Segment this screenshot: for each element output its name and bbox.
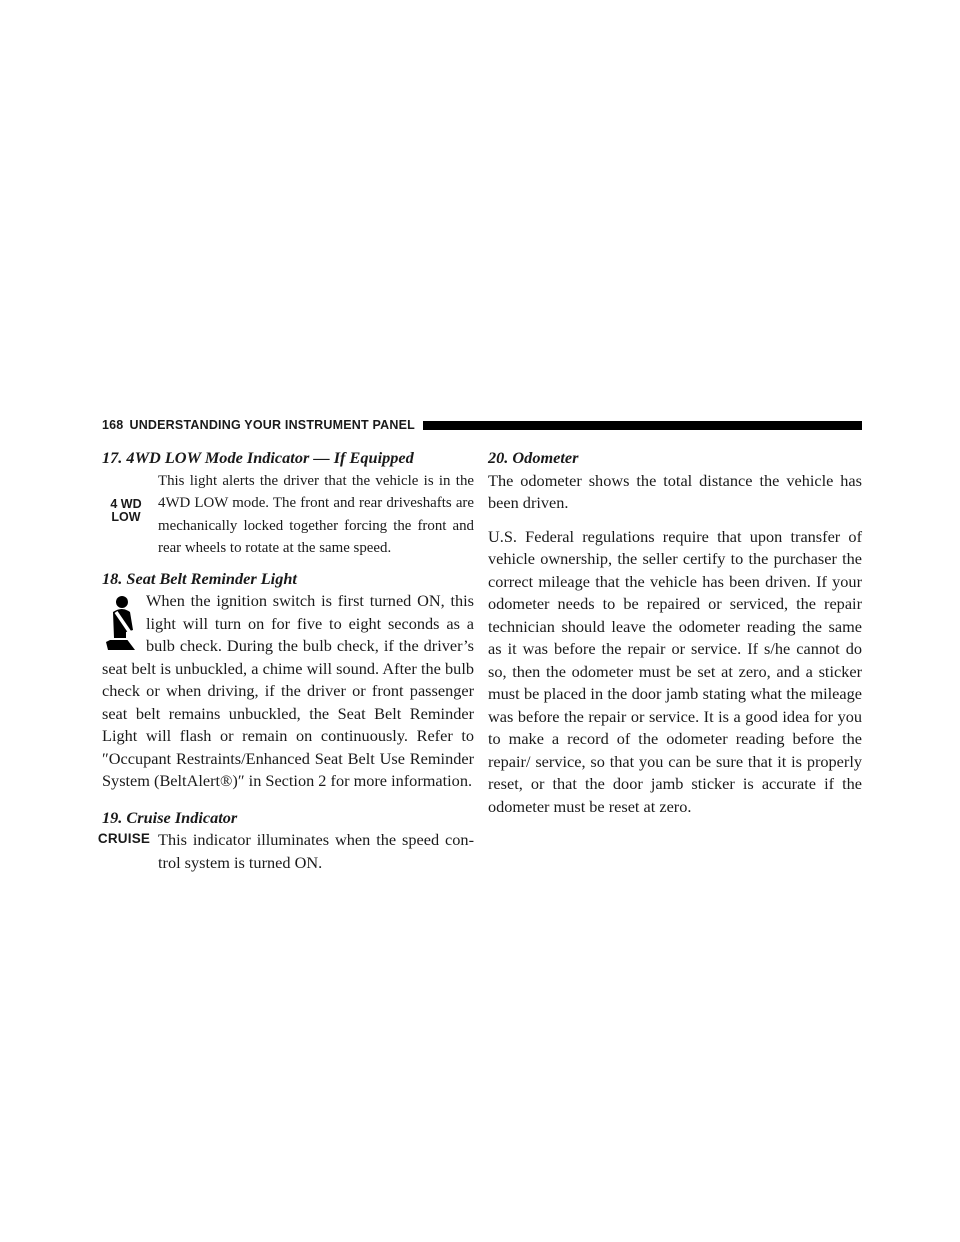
4wd-low-icon (104, 498, 148, 524)
right-column (488, 447, 862, 829)
paragraph: U.S. Federal regulations require that upon transfer of vehicle ownership, the seller certify to the purchaser the correct mileage that the vehicle has been driven. If your odometer needs to be repaired or serviced, the repair technician should leave the odometer reading the same as it was before the repair or service. If s/he cannot do so, then the odometer must be set at zero, and a sticker must be placed in the door jamb stating what the mileage was before the repair or service. It is a good idea for you to make a record of the odometer reading before the repair/ service, so that you can be sure that it is properly reset, or that the door jamb sticker is accurate if the odometer must be reset at zero. (488, 526, 862, 816)
item-heading: 18. Seat Belt Reminder Light (102, 568, 297, 588)
cruise-icon: CRUISE (97, 831, 151, 846)
icon-label-line1: 4 WD (110, 496, 142, 511)
item-cruise (97, 807, 474, 875)
item-description: When the ignition switch is first turned ON, this light will turn on for five to eight seconds as a bulb check. During the bulb check, if the driver’s seat belt is unbuckled, a chime will sound. After the bulb check or when driving, if the driver or front passenger seat belt remains unbuckled, the Seat Belt Reminder Light will flash or remain on continuously. Refer to ″Occupant Restraints/Enhanced Seat Belt Use Reminder System (BeltAlert®)″ in Section 2 for more information. (102, 591, 474, 790)
item-heading: 17. 4WD LOW Mode Indicator — If Equipped (102, 448, 414, 467)
item-body (102, 590, 474, 793)
section-title: UNDERSTANDING YOUR INSTRUMENT PANEL (129, 418, 415, 432)
item-seat-belt (102, 568, 474, 793)
item-heading: 19. Cruise Indicator (102, 807, 238, 827)
item-body (102, 470, 474, 560)
paragraph: The odometer shows the total distance the vehicle has been driven. (488, 470, 862, 512)
item-description: This light alerts the driver that the vehicle is in the 4WD LOW mode. The front and rear driveshafts are mechanically locked together forcing the front and rear wheels to rotate at the same speed. (158, 472, 474, 556)
left-column (97, 447, 474, 882)
icon-label-line2: LOW (111, 509, 141, 524)
page-number: 168 (102, 418, 124, 432)
item-heading: 20. Odometer (488, 448, 579, 467)
header-rule (423, 421, 862, 430)
seat-belt-icon (102, 592, 142, 652)
item-body (97, 829, 474, 874)
item-description: This indicator illuminates when the speed con-trol system is turned ON. (158, 830, 474, 872)
item-4wd-low (102, 447, 474, 560)
page-header (102, 415, 862, 435)
